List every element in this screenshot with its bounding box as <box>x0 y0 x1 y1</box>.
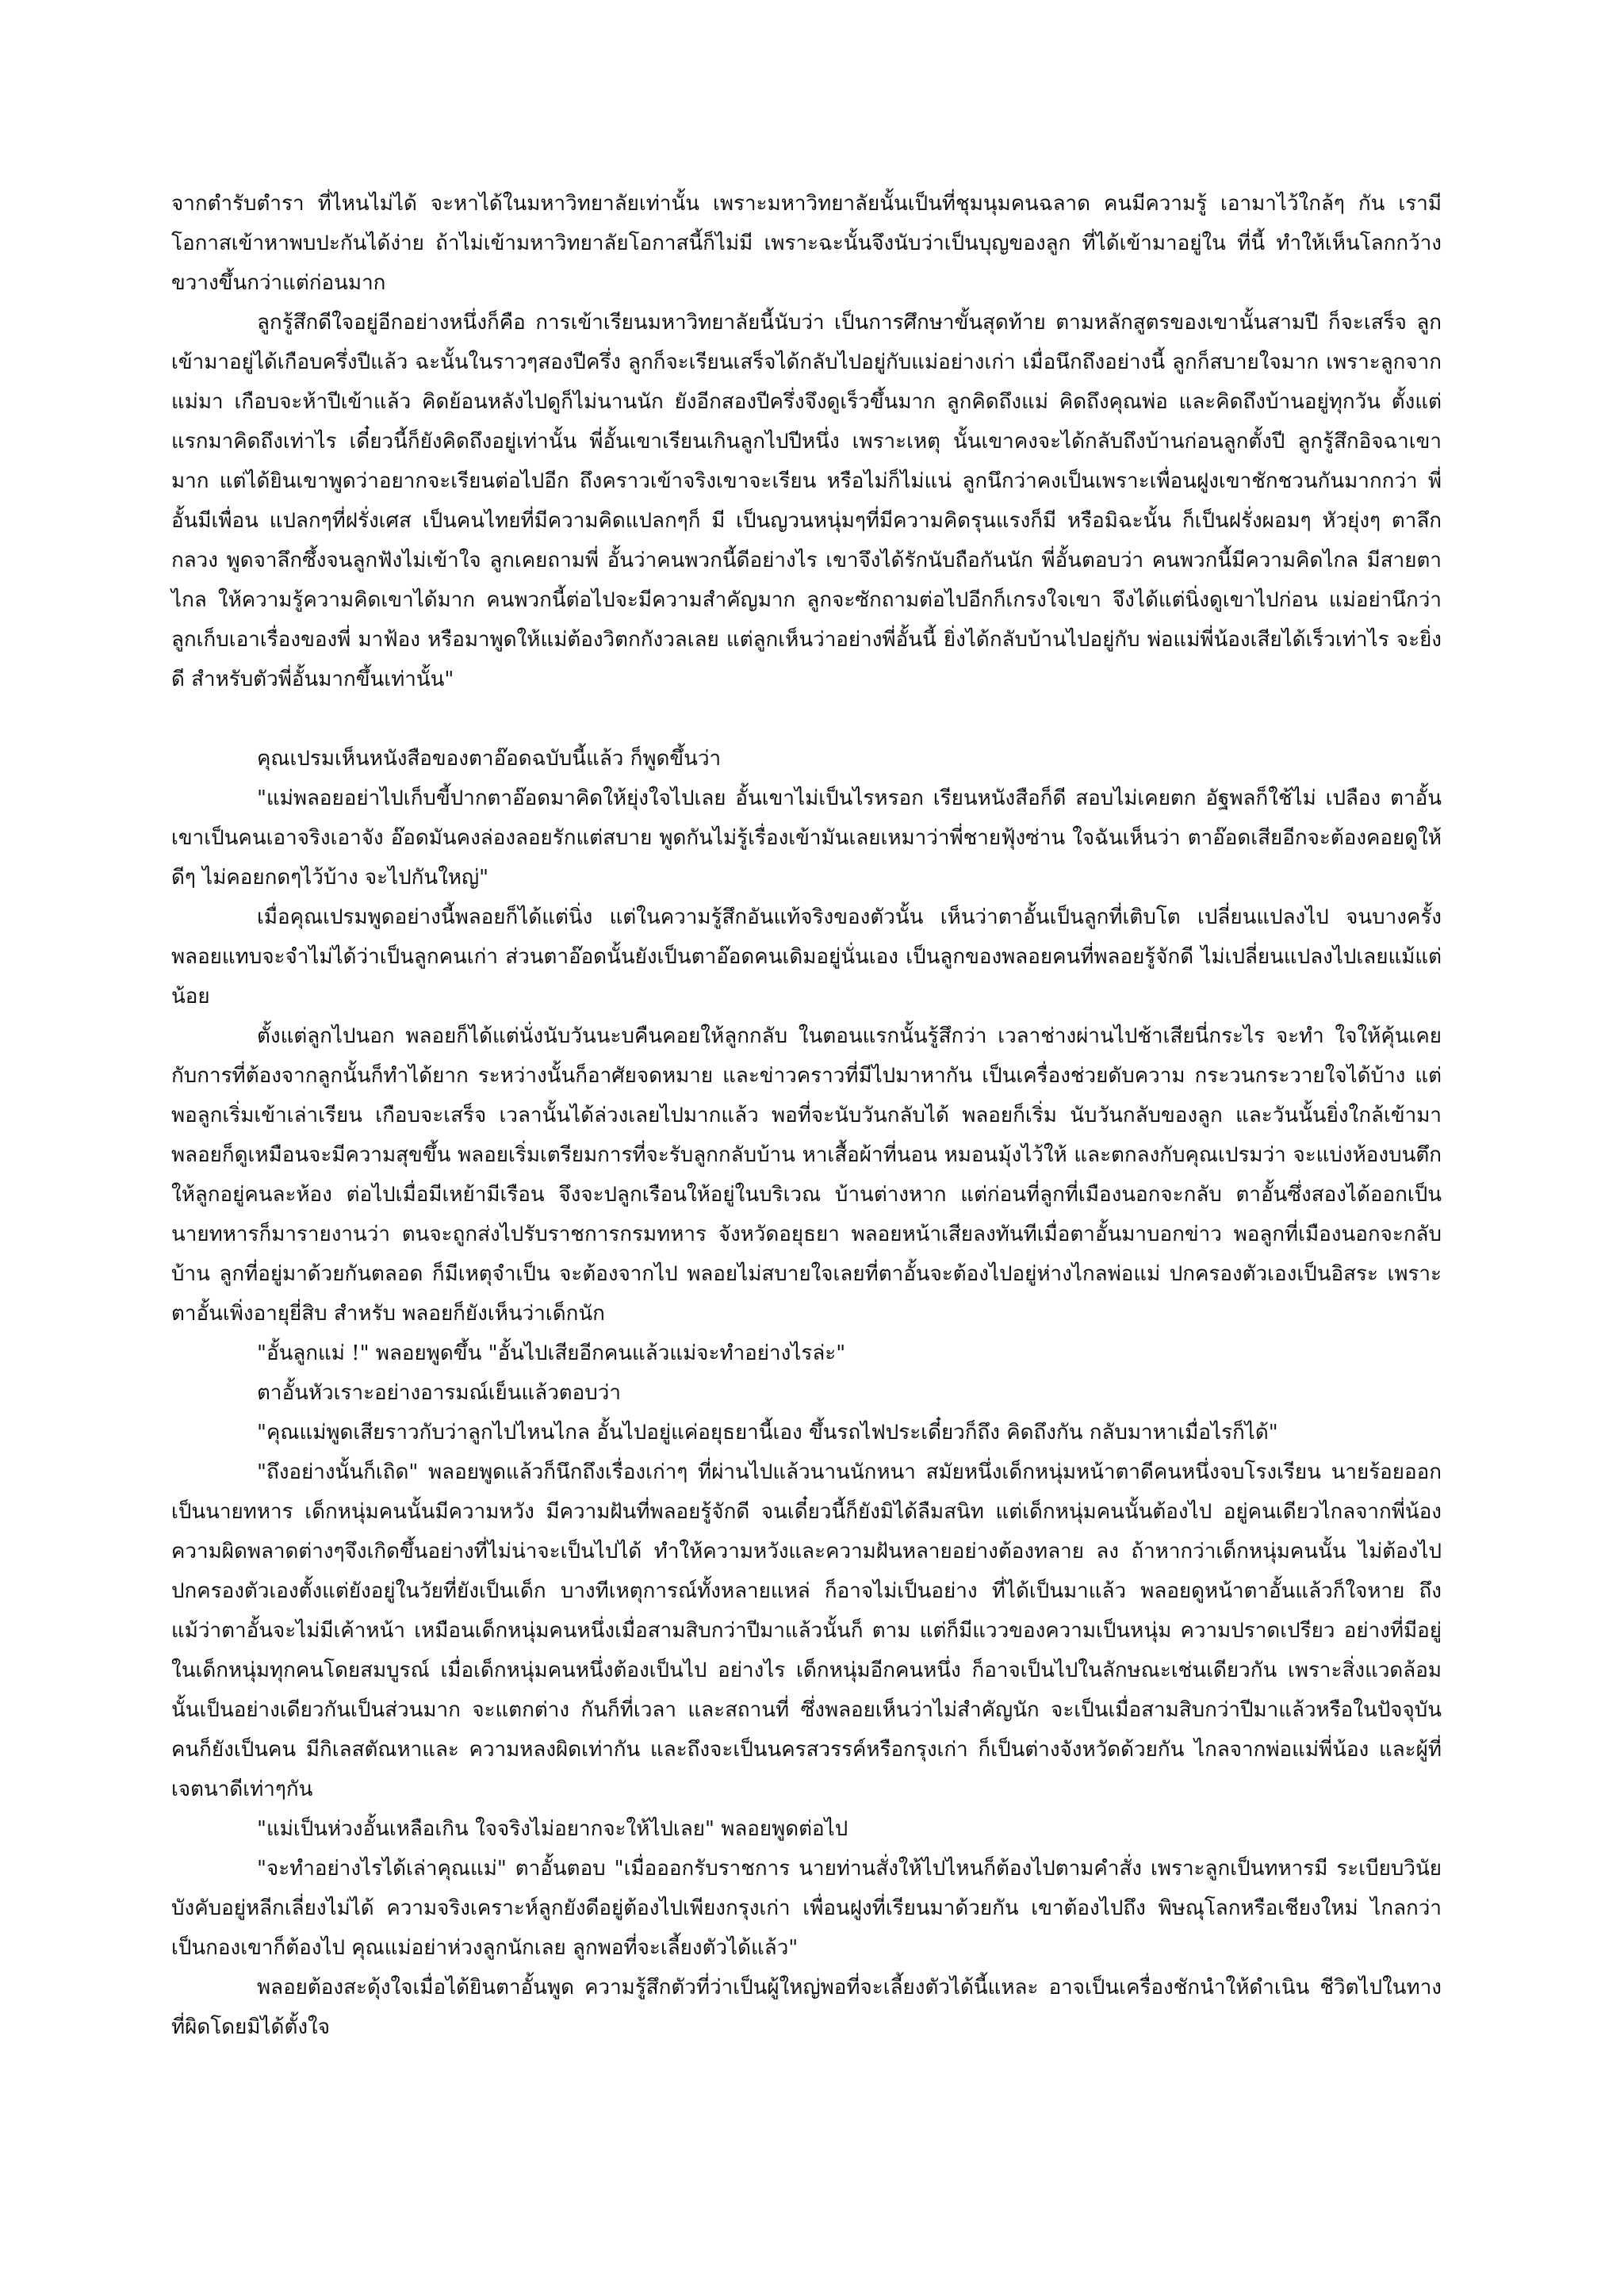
paragraph-5: เมื่อคุณเปรมพูดอย่างนี้พลอยก็ได้แต่นิ่ง แต่ในความรู้สึกอันแท้จริงของตัวนั้น เห็นว่าตาอั้นเป็นลูกที่เติบโต เปลี่ยนแปลงไป จนบางครั้งพลอยแทบจะจำไม่ได้ว่าเป็นลูกคนเก่า ส่วนตาอ๊อดนั้นยังเป็นตาอ๊อดคนเดิมอยู่นั่นเอง เป็นลูกของพลอยคนที่พลอยรู้จักดี ไม่เปลี่ยนแปลงไปเลยแม้แต่น้อย <box>171 905 1442 1008</box>
document-body <box>171 184 1442 2047</box>
paragraph-7: "อั้นลูกแม่ !" พลอยพูดขึ้น "อั้นไปเสียอีกคนแล้วแม่จะทำอย่างไรล่ะ" <box>257 1341 846 1365</box>
paragraph-3: คุณเปรมเห็นหนังสือของตาอ๊อดฉบับนี้แล้ว ก็พูดขึ้นว่า <box>257 747 722 771</box>
paragraph-9: "คุณแม่พูดเสียราวกับว่าลูกไปไหนไกล อั้นไปอยู่แค่อยุธยานี้เอง ขึ้นรถไฟประเดี๋ยวก็ถึง คิดถึงกัน กลับมาหาเมื่อไรก็ได้" <box>257 1421 1278 1445</box>
paragraph-8: ตาอั้นหัวเราะอย่างอารมณ์เย็นแล้วตอบว่า <box>257 1381 621 1405</box>
paragraph-11: "แม่เป็นห่วงอั้นเหลือเกิน ใจจริงไม่อยากจะให้ไปเลย" พลอยพูดต่อไป <box>257 1817 848 1841</box>
paragraph-1: จากตำรับตำรา ที่ไหนไม่ได้ จะหาได้ในมหาวิทยาลัยเท่านั้น เพราะมหาวิทยาลัยนั้นเป็นที่ชุมนุมคนฉลาด คนมีความรู้ เอามาไว้ใกล้ๆ กัน เรามีโอกาสเข้าหาพบปะกันได้ง่าย ถ้าไม่เข้ามหาวิทยาลัยโอกาสนี้ก็ไม่มี เพราะฉะนั้นจึงนับว่าเป็นบุญของลูก ที่ได้เข้ามาอยู่ใน ที่นี้ ทำให้เห็นโลกกว้างขวางขึ้นกว่าแต่ก่อนมาก <box>171 192 1442 295</box>
paragraph-13: พลอยต้องสะดุ้งใจเมื่อได้ยินตาอั้นพูด ความรู้สึกตัวที่ว่าเป็นผู้ใหญ่พอที่จะเลี้ยงตัวได้นี้แหละ อาจเป็นเครื่องชักนำให้ดำเนิน ชีวิตไปในทางที่ผิดโดยมิได้ตั้งใจ <box>171 1976 1442 2039</box>
paragraph-10: "ถึงอย่างนั้นก็เถิด" พลอยพูดแล้วก็นึกถึงเรื่องเก่าๆ ที่ผ่านไปแล้วนานนักหนา สมัยหนึ่งเด็กหนุ่มหน้าตาดีคนหนึ่งจบโรงเรียน นายร้อยออกเป็นนายทหาร เด็กหนุ่มคนนั้นมีความหวัง มีความฝันที่พลอยรู้จักดี จนเดี๋ยวนี้ก็ยังมิได้ลืมสนิท แต่เด็กหนุ่มคนนั้นต้องไป อยู่คนเดียวไกลจากพี่น้อง ความผิดพลาดต่างๆจึงเกิดขึ้นอย่างที่ไม่น่าจะเป็นไปได้ ทำให้ความหวังและความฝันหลายอย่างต้องทลาย ลง ถ้าหากว่าเด็กหนุ่มคนนั้น ไม่ต้องไปปกครองตัวเองตั้งแต่ยังอยู่ในวัยที่ยังเป็นเด็ก บางทีเหตุการณ์ทั้งหลายแหล่ ก็อาจไม่เป็นอย่าง ที่ได้เป็นมาแล้ว พลอยดูหน้าตาอั้นแล้วก็ใจหาย ถึงแม้ว่าตาอั้นจะไม่มีเค้าหน้า เหมือนเด็กหนุ่มคนหนึ่งเมื่อสามสิบกว่าปีมาแล้วนั้นก็ ตาม แต่ก็มีแววของความเป็นหนุ่ม ความปราดเปรียว อย่างที่มีอยู่ในเด็กหนุ่มทุกคนโดยสมบูรณ์ เมื่อเด็กหนุ่มคนหนึ่งต้องเป็นไป อย่างไร เด็กหนุ่มอีกคนหนึ่ง ก็อาจเป็นไปในลักษณะเช่นเดียวกัน เพราะสิ่งแวดล้อมนั้นเป็นอย่างเดียวกันเป็นส่วนมาก จะแตกต่าง กันก็ที่เวลา และสถานที่ ซึ่งพลอยเห็นว่าไม่สำคัญนัก จะเป็นเมื่อสามสิบกว่าปีมาแล้วหรือในปัจจุบัน คนก็ยังเป็นคน มีกิเลสตัณหาและ ความหลงผิดเท่ากัน และถึงจะเป็นนครสวรรค์หรือกรุงเก่า ก็เป็นต่างจังหวัดด้วยกัน ไกลจากพ่อแม่พี่น้อง และผู้ที่เจตนาดีเท่าๆกัน <box>171 1460 1442 1801</box>
paragraph-12: "จะทำอย่างไรได้เล่าคุณแม่" ตาอั้นตอบ "เมื่อออกรับราชการ นายท่านสั่งให้ไปไหนก็ต้องไปตามคำสั่ง เพราะลูกเป็นทหารมี ระเบียบวินัยบังคับอยู่หลีกเลี่ยงไม่ได้ ความจริงเคราะห์ลูกยังดีอยู่ต้องไปเพียงกรุงเก่า เพื่อนฝูงที่เรียนมาด้วยกัน เขาต้องไปถึง พิษณุโลกหรือเชียงใหม่ ไกลกว่าเป็นกองเขาก็ต้องไป คุณแม่อย่าห่วงลูกนักเลย ลูกพอที่จะเลี้ยงตัวได้แล้ว" <box>171 1857 1442 1960</box>
paragraph-6: ตั้งแต่ลูกไปนอก พลอยก็ได้แต่นั่งนับวันนะบคืนคอยให้ลูกกลับ ในตอนแรกนั้นรู้สึกว่า เวลาช่างผ่านไปช้าเสียนี่กระไร จะทำ ใจให้คุ้นเคยกับการที่ต้องจากลูกนั้นก็ทำได้ยาก ระหว่างนั้นก็อาศัยจดหมาย และข่าวคราวที่มีไปมาหากัน เป็นเครื่องช่วยดับความ กระวนกระวายใจได้บ้าง แต่พอลูกเริ่มเข้าเล่าเรียน เกือบจะเสร็จ เวลานั้นได้ล่วงเลยไปมากแล้ว พอที่จะนับวันกลับได้ พลอยก็เริ่ม นับวันกลับของลูก และวันนั้นยิ่งใกล้เข้ามา พลอยก็ดูเหมือนจะมีความสุขขึ้น พลอยเริ่มเตรียมการที่จะรับลูกกลับบ้าน หาเสื้อผ้าที่นอน หมอนมุ้งไว้ให้ และตกลงกับคุณเปรมว่า จะแบ่งห้องบนตึกให้ลูกอยู่คนละห้อง ต่อไปเมื่อมีเหย้ามีเรือน จึงจะปลูกเรือนให้อยู่ในบริเวณ บ้านต่างหาก แต่ก่อนที่ลูกที่เมืองนอกจะกลับ ตาอั้นซึ่งสองได้ออกเป็นนายทหารก็มารายงานว่า ตนจะถูกส่งไปรับราชการกรมทหาร จังหวัดอยุธยา พลอยหน้าเสียลงทันทีเมื่อตาอั้นมาบอกข่าว พอลูกที่เมืองนอกจะกลับบ้าน ลูกที่อยู่มาด้วยกันตลอด ก็มีเหตุจำเป็น จะต้องจากไป พลอยไม่สบายใจเลยที่ตาอั้นจะต้องไปอยู่ห่างไกลพ่อแม่ ปกครองตัวเองเป็นอิสระ เพราะตาอั้นเพิ่งอายุยี่สิบ สำหรับ พลอยก็ยังเห็นว่าเด็กนัก <box>171 1024 1442 1326</box>
paragraph-4: "แม่พลอยอย่าไปเก็บขี้ปากตาอ๊อดมาคิดให้ยุ่งใจไปเลย อั้นเขาไม่เป็นไรหรอก เรียนหนังสือก็ดี สอบไม่เคยตก อัฐพลก็ใช้ไม่ เปลือง ตาอั้นเขาเป็นคนเอาจริงเอาจัง อ๊อดมันคงล่องลอยรักแต่สบาย พูดกันไม่รู้เรื่องเข้ามันเลยเหมาว่าพี่ชายฟุ้งซ่าน ใจฉันเห็นว่า ตาอ๊อดเสียอีกจะต้องคอยดูให้ดีๆ ไม่คอยกดๆไว้บ้าง จะไปกันใหญ่" <box>171 786 1442 890</box>
paragraph-2: ลูกรู้สึกดีใจอยู่อีกอย่างหนึ่งก็คือ การเข้าเรียนมหาวิทยาลัยนี้นับว่า เป็นการศึกษาขั้นสุดท้าย ตามหลักสูตรของเขานั้นสามปี ก็จะเสร็จ ลูกเข้ามาอยู่ได้เกือบครึ่งปีแล้ว ฉะนั้นในราวๆสองปีครึ่ง ลูกก็จะเรียนเสร็จได้กลับไปอยู่กับแม่อย่างเก่า เมื่อนึกถึงอย่างนี้ ลูกก็สบายใจมาก เพราะลูกจากแม่มา เกือบจะห้าปีเข้าแล้ว คิดย้อนหลังไปดูก็ไม่นานนัก ยังอีกสองปีครึ่งจึงดูเร็วขึ้นมาก ลูกคิดถึงแม่ คิดถึงคุณพ่อ และคิดถึงบ้านอยู่ทุกวัน ตั้งแต่แรกมาคิดถึงเท่าไร เดี๋ยวนี้ก็ยังคิดถึงอยู่เท่านั้น พี่อั้นเขาเรียนเกินลูกไปปีหนึ่ง เพราะเหตุ นั้นเขาคงจะได้กลับถึงบ้านก่อนลูกตั้งปี ลูกรู้สึกอิจฉาเขามาก แต่ได้ยินเขาพูดว่าอยากจะเรียนต่อไปอีก ถึงคราวเข้าจริงเขาจะเรียน หรือไม่ก็ไม่แน่ ลูกนึกว่าคงเป็นเพราะเพื่อนฝูงเขาชักชวนกันมากกว่า พี่อั้นมีเพื่อน แปลกๆที่ฝรั่งเศส เป็นคนไทยที่มีความคิดแปลกๆก็ มี เป็นญวนหนุ่มๆที่มีความคิดรุนแรงก็มี หรือมิฉะนั้น ก็เป็นฝรั่งผอมๆ หัวยุ่งๆ ตาลึกกลวง พูดจาลึกซึ้งจนลูกฟังไม่เข้าใจ ลูกเคยถามพี่ อั้นว่าคนพวกนี้ดีอย่างไร เขาจึงได้รักนับถือกันนัก พี่อั้นตอบว่า คนพวกนี้มีความคิดไกล มีสายตาไกล ให้ความรู้ความคิดเขาได้มาก คนพวกนี้ต่อไปจะมีความสำคัญมาก ลูกจะซักถามต่อไปอีกก็เกรงใจเขา จึงได้แต่นิ่งดูเขาไปก่อน แม่อย่านึกว่า ลูกเก็บเอาเรื่องของพี่ มาฟ้อง หรือมาพูดให้แม่ต้องวิตกกังวลเลย แต่ลูกเห็นว่าอย่างพี่อั้นนี้ ยิ่งได้กลับบ้านไปอยู่กับ พ่อแม่พี่น้องเสียได้เร็วเท่าไร จะยิ่งดี สำหรับตัวพี่อั้นมากขึ้นเท่านั้น" <box>171 311 1442 691</box>
